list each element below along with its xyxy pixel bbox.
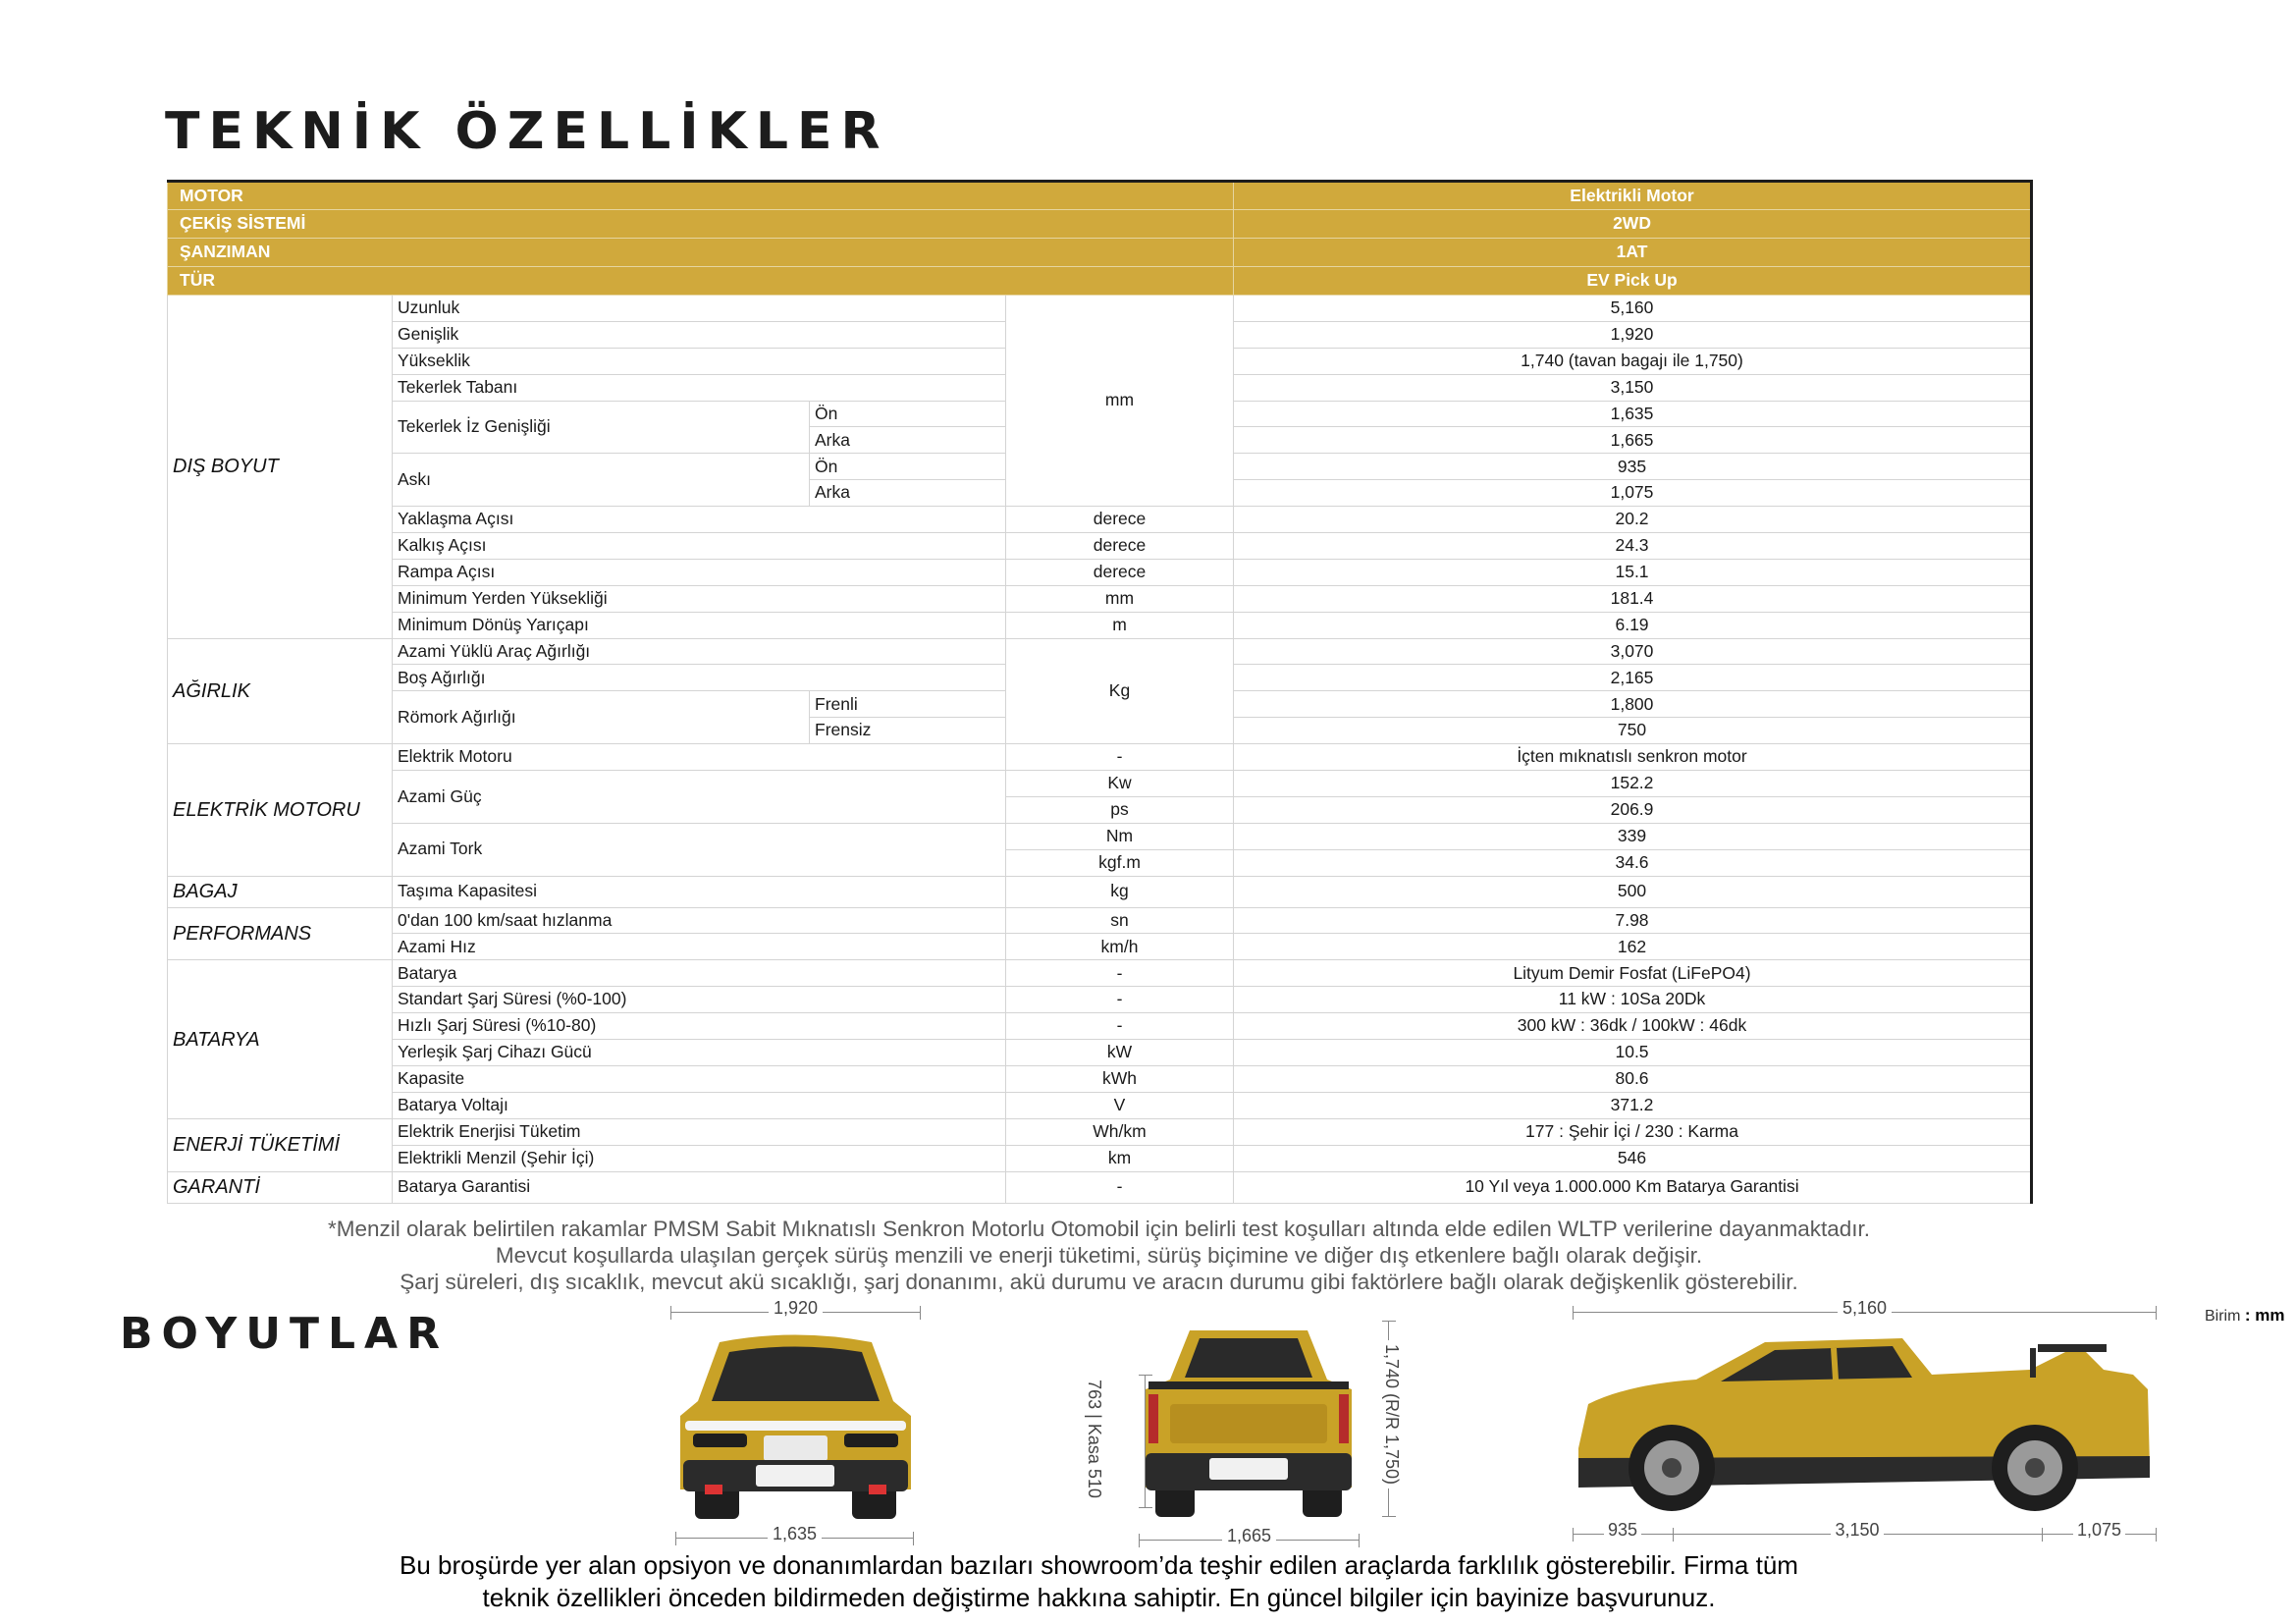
table-row xyxy=(168,559,2032,585)
unit-cell: mm xyxy=(1006,585,1234,612)
unit-cell: Nm xyxy=(1006,823,1234,849)
sub-label: Ön xyxy=(810,454,1006,480)
row-label: Yükseklik xyxy=(393,348,1006,374)
table-row xyxy=(168,987,2032,1013)
unit-cell: - xyxy=(1006,987,1234,1013)
value-cell: 24.3 xyxy=(1234,533,2032,560)
unit-cell: km/h xyxy=(1006,934,1234,960)
unit-cell: V xyxy=(1006,1092,1234,1118)
dimension-label: 763 | Kasa 510 xyxy=(1084,1376,1104,1502)
table-row xyxy=(168,876,2032,907)
disclaimer-line: Bu broşürde yer alan opsiyon ve donanımlardan bazıları showroom’da teşhir edilen araçlarda farklılık gösterebilir. Firma tüm xyxy=(400,1550,1798,1580)
footnote xyxy=(167,1216,2031,1295)
header-label: TÜR xyxy=(168,267,1234,296)
sub-label: Ön xyxy=(810,401,1006,427)
dimension-label-front-overhang: 935 xyxy=(1573,1520,1673,1541)
row-label: Yerleşik Şarj Cihazı Gücü xyxy=(393,1040,1006,1066)
car-rear-image xyxy=(1131,1321,1366,1522)
row-label: Yaklaşma Açısı xyxy=(393,507,1006,533)
row-label: Boş Ağırlığı xyxy=(393,665,1006,691)
value-cell: 20.2 xyxy=(1234,507,2032,533)
row-label: Kalkış Açısı xyxy=(393,533,1006,560)
value-cell: 1,920 xyxy=(1234,321,2032,348)
header-label: MOTOR xyxy=(168,182,1234,210)
table-row xyxy=(168,533,2032,560)
unit-cell: Wh/km xyxy=(1006,1118,1234,1145)
unit-cell: derece xyxy=(1006,559,1234,585)
header-label: ŞANZIMAN xyxy=(168,239,1234,267)
row-label: Minimum Dönüş Yarıçapı xyxy=(393,612,1006,638)
row-label: Elektrik Enerjisi Tüketim xyxy=(393,1118,1006,1145)
unit-note-label: Birim xyxy=(2205,1308,2241,1325)
car-front-image xyxy=(666,1327,926,1524)
value-cell: İçten mıknatıslı senkron motor xyxy=(1234,744,2032,771)
unit-cell: km xyxy=(1006,1145,1234,1171)
value-cell: 371.2 xyxy=(1234,1092,2032,1118)
unit-cell: derece xyxy=(1006,533,1234,560)
value-cell: 5,160 xyxy=(1234,296,2032,322)
category-dis-boyut: DIŞ BOYUT xyxy=(168,296,393,639)
value-cell: 500 xyxy=(1234,876,2032,907)
unit-cell: - xyxy=(1006,1171,1234,1203)
dimension-label-rear-overhang: 1,075 xyxy=(2042,1520,2157,1541)
row-label: Rampa Açısı xyxy=(393,559,1006,585)
table-row xyxy=(168,744,2032,771)
value-cell: 1,800 xyxy=(1234,691,2032,718)
sub-label: Arka xyxy=(810,480,1006,507)
dimension-label-wheelbase: 3,150 xyxy=(1673,1520,2042,1541)
value-cell: 181.4 xyxy=(1234,585,2032,612)
value-cell: 300 kW : 36dk / 100kW : 46dk xyxy=(1234,1013,2032,1040)
row-label: Azami Hız xyxy=(393,934,1006,960)
unit-cell: kW xyxy=(1006,1040,1234,1066)
value-cell: 15.1 xyxy=(1234,559,2032,585)
unit-cell: derece xyxy=(1006,507,1234,533)
row-label: Askı xyxy=(393,454,810,507)
dimension-label: 1,920 xyxy=(769,1298,823,1318)
unit-cell: ps xyxy=(1006,796,1234,823)
table-row xyxy=(168,638,2032,665)
unit-cell: Kg xyxy=(1006,638,1234,744)
page-title: TEKNİK ÖZELLİKLER xyxy=(165,102,889,161)
table-row xyxy=(168,960,2032,987)
value-cell: 1,665 xyxy=(1234,427,2032,454)
dimension-label: 5,160 xyxy=(1838,1298,1892,1318)
table-row xyxy=(168,771,2032,797)
value-cell: 80.6 xyxy=(1234,1065,2032,1092)
row-label: 0'dan 100 km/saat hızlanma xyxy=(393,907,1006,934)
value-cell: 34.6 xyxy=(1234,849,2032,876)
table-row xyxy=(168,296,2032,322)
value-cell: 1,075 xyxy=(1234,480,2032,507)
value-cell: 177 : Şehir İçi / 230 : Karma xyxy=(1234,1118,2032,1145)
unit-cell: - xyxy=(1006,1013,1234,1040)
dimension-label: 1,740 (R/R 1,750) xyxy=(1381,1340,1402,1489)
value-cell: 10 Yıl veya 1.000.000 Km Batarya Garantisi xyxy=(1234,1171,2032,1203)
table-row xyxy=(168,1092,2032,1118)
table-row xyxy=(168,585,2032,612)
sub-label: Frensiz xyxy=(810,718,1006,744)
dimension-side-length xyxy=(1573,1298,2157,1320)
value-cell: 339 xyxy=(1234,823,2032,849)
value-cell: Lityum Demir Fosfat (LiFePO4) xyxy=(1234,960,2032,987)
table-row xyxy=(168,507,2032,533)
disclaimer-line: teknik özellikleri önceden bildirmeden değiştirme hakkına sahiptir. En güncel bilgiler için bayinize başvurunuz. xyxy=(482,1583,1716,1612)
value-cell: 935 xyxy=(1234,454,2032,480)
value-cell: 546 xyxy=(1234,1145,2032,1171)
category-garanti: GARANTİ xyxy=(168,1171,393,1203)
row-label: Kapasite xyxy=(393,1065,1006,1092)
value-cell: 1,635 xyxy=(1234,401,2032,427)
table-row xyxy=(168,823,2032,849)
category-batarya: BATARYA xyxy=(168,960,393,1118)
table-row xyxy=(168,1065,2032,1092)
unit-cell: - xyxy=(1006,744,1234,771)
sub-label: Frenli xyxy=(810,691,1006,718)
value-cell: 10.5 xyxy=(1234,1040,2032,1066)
value-cell: 2,165 xyxy=(1234,665,2032,691)
car-side-image xyxy=(1569,1330,2163,1517)
category-bagaj: BAGAJ xyxy=(168,876,393,907)
table-row xyxy=(168,1013,2032,1040)
section-title-boyutlar: BOYUTLAR xyxy=(120,1309,449,1359)
row-label: Römork Ağırlığı xyxy=(393,691,810,744)
row-label: Taşıma Kapasitesi xyxy=(393,876,1006,907)
row-label: Elektrik Motoru xyxy=(393,744,1006,771)
value-cell: 6.19 xyxy=(1234,612,2032,638)
value-cell: 7.98 xyxy=(1234,907,2032,934)
unit-note xyxy=(2205,1306,2285,1326)
row-label: Azami Güç xyxy=(393,771,1006,824)
header-value: 2WD xyxy=(1234,210,2032,239)
unit-cell: kg xyxy=(1006,876,1234,907)
disclaimer xyxy=(167,1549,2031,1614)
header-value: 1AT xyxy=(1234,239,2032,267)
table-row xyxy=(168,1118,2032,1145)
header-label: ÇEKİŞ SİSTEMİ xyxy=(168,210,1234,239)
footnote-line: Şarj süreleri, dış sıcaklık, mevcut akü sıcaklığı, şarj donanımı, akü durumu ve aracın durumu gibi faktörlere bağlı olarak değişkenlik gösterebilir. xyxy=(400,1270,1798,1294)
table-row xyxy=(168,1040,2032,1066)
row-label: Batarya xyxy=(393,960,1006,987)
row-label: Tekerlek İz Genişliği xyxy=(393,401,810,454)
table-row xyxy=(168,1171,2032,1203)
row-label: Minimum Yerden Yüksekliği xyxy=(393,585,1006,612)
row-label: Azami Tork xyxy=(393,823,1006,876)
dimension-label: 1,665 xyxy=(1222,1526,1276,1545)
spec-table xyxy=(167,180,2033,1204)
header-row-motor xyxy=(168,182,2032,210)
dimension-front-width xyxy=(670,1298,921,1320)
sub-label: Arka xyxy=(810,427,1006,454)
table-row xyxy=(168,934,2032,960)
row-label: Batarya Garantisi xyxy=(393,1171,1006,1203)
table-row xyxy=(168,612,2032,638)
value-cell: 750 xyxy=(1234,718,2032,744)
dimension-label: 1,635 xyxy=(768,1524,822,1543)
category-enerji: ENERJİ TÜKETİMİ xyxy=(168,1118,393,1171)
unit-cell: kWh xyxy=(1006,1065,1234,1092)
header-row-sanziman xyxy=(168,239,2032,267)
header-row-cekis xyxy=(168,210,2032,239)
row-label: Hızlı Şarj Süresi (%10-80) xyxy=(393,1013,1006,1040)
footnote-line: *Menzil olarak belirtilen rakamlar PMSM Sabit Mıknatıslı Senkron Motorlu Otomobil için belirli test koşulları altında elde edilen WLTP verilerine dayanmaktadır. xyxy=(327,1217,1871,1241)
dimension-rear-track xyxy=(1139,1526,1360,1547)
unit-cell: mm xyxy=(1006,296,1234,507)
value-cell: 206.9 xyxy=(1234,796,2032,823)
category-performans: PERFORMANS xyxy=(168,907,393,960)
unit-cell: - xyxy=(1006,960,1234,987)
footnote-line: Mevcut koşullarda ulaşılan gerçek sürüş menzili ve enerji tüketimi, sürüş biçimine ve diğer dış etkenlere bağlı olarak değişir. xyxy=(495,1243,1703,1268)
row-label: Tekerlek Tabanı xyxy=(393,374,1006,401)
dimension-front-track xyxy=(675,1524,914,1545)
value-cell: 162 xyxy=(1234,934,2032,960)
value-cell: 3,150 xyxy=(1234,374,2032,401)
value-cell: 11 kW : 10Sa 20Dk xyxy=(1234,987,2032,1013)
category-elektrik-motoru: ELEKTRİK MOTORU xyxy=(168,744,393,876)
value-cell: 1,740 (tavan bagajı ile 1,750) xyxy=(1234,348,2032,374)
header-row-tur xyxy=(168,267,2032,296)
header-value: EV Pick Up xyxy=(1234,267,2032,296)
value-cell: 3,070 xyxy=(1234,638,2032,665)
category-agirlik: AĞIRLIK xyxy=(168,638,393,744)
row-label: Elektrikli Menzil (Şehir İçi) xyxy=(393,1145,1006,1171)
unit-note-value: : mm xyxy=(2244,1306,2285,1325)
value-cell: 152.2 xyxy=(1234,771,2032,797)
row-label: Genişlik xyxy=(393,321,1006,348)
row-label: Uzunluk xyxy=(393,296,1006,322)
unit-cell: Kw xyxy=(1006,771,1234,797)
unit-cell: sn xyxy=(1006,907,1234,934)
row-label: Batarya Voltajı xyxy=(393,1092,1006,1118)
table-row xyxy=(168,1145,2032,1171)
table-row xyxy=(168,907,2032,934)
row-label: Azami Yüklü Araç Ağırlığı xyxy=(393,638,1006,665)
row-label: Standart Şarj Süresi (%0-100) xyxy=(393,987,1006,1013)
header-value: Elektrikli Motor xyxy=(1234,182,2032,210)
unit-cell: m xyxy=(1006,612,1234,638)
unit-cell: kgf.m xyxy=(1006,849,1234,876)
